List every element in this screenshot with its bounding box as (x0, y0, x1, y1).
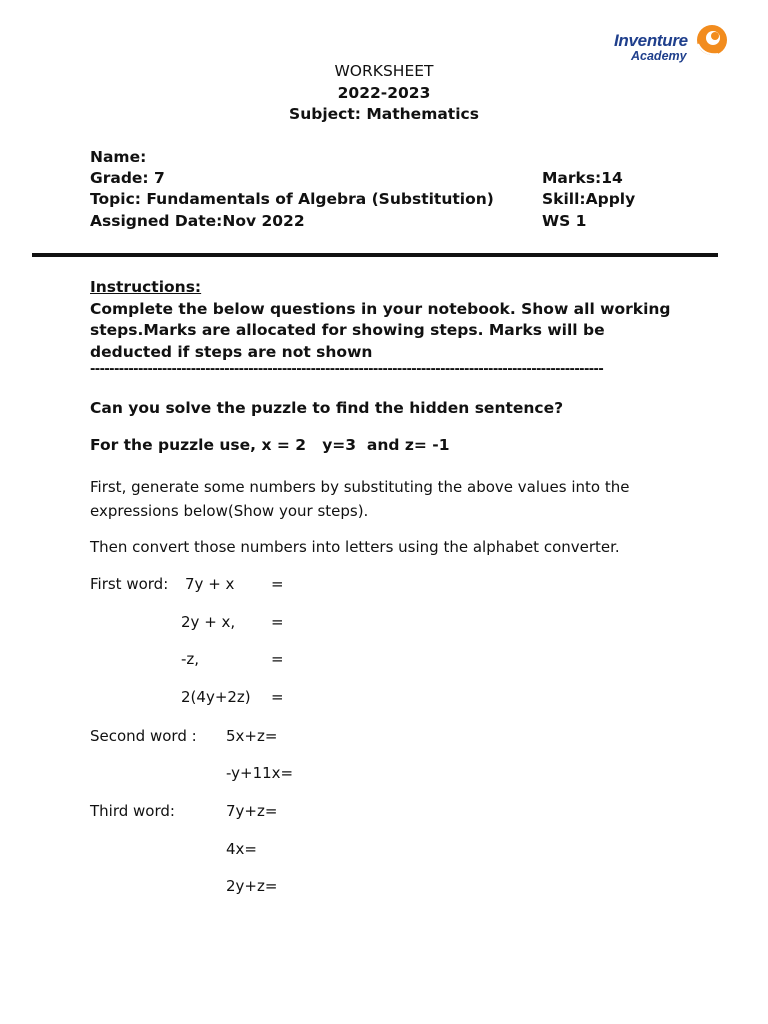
dashed-divider: ----------------------------------------------------------------------------------------------------------- (90, 362, 604, 377)
third-word-expr-1: 7y+z= (226, 802, 278, 820)
first-word-expr-1: 7y + x (185, 575, 235, 593)
step2-text: Then convert those numbers into letters using the alphabet converter. (90, 538, 620, 556)
puzzle-question: Can you solve the puzzle to find the hidden sentence? (90, 399, 564, 417)
logo-text-academy: Academy (631, 49, 687, 63)
name-label: Name: (90, 148, 147, 166)
puzzle-values: For the puzzle use, x = 2 y=3 and z= -1 (90, 436, 450, 454)
grade-label: Grade: 7 (90, 169, 165, 187)
worksheet-title: WORKSHEET (334, 62, 434, 80)
marks-label: Marks:14 (542, 169, 623, 187)
second-word-expr-2: -y+11x= (226, 764, 294, 782)
worksheet-number: WS 1 (542, 212, 587, 230)
subject-line: Subject: Mathematics (289, 105, 479, 123)
third-word-expr-2: 4x= (226, 840, 257, 858)
instructions-text: Complete the below questions in your notebook. Show all working steps.Marks are allocated for showing steps. Marks will be deducted if steps are not shown (90, 299, 671, 361)
first-word-equals-1: = (271, 575, 284, 593)
step1-text: First, generate some numbers by substituting the above values into the expressions below(Show your steps). (90, 478, 630, 520)
first-word-equals-4: = (271, 688, 284, 706)
topic-label: Topic: Fundamentals of Algebra (Substitution) (90, 190, 494, 208)
header-divider (32, 253, 718, 257)
logo-swirl-icon (694, 22, 728, 58)
assigned-date-label: Assigned Date:Nov 2022 (90, 212, 305, 230)
third-word-expr-3: 2y+z= (226, 877, 278, 895)
inventure-academy-logo (612, 22, 730, 66)
academic-year: 2022-2023 (337, 84, 431, 102)
third-word-label: Third word: (90, 802, 175, 820)
logo-text-inventure: Inventure (614, 31, 688, 50)
first-word-label: First word: (90, 575, 169, 593)
second-word-expr-1: 5x+z= (226, 727, 278, 745)
skill-label: Skill:Apply (542, 190, 636, 208)
first-word-equals-3: = (271, 650, 284, 668)
first-word-expr-4: 2(4y+2z) (181, 688, 251, 706)
instructions-heading: Instructions: (90, 278, 202, 296)
second-word-label: Second word : (90, 727, 197, 745)
first-word-expr-2: 2y + x, (181, 613, 236, 631)
instructions-block (90, 277, 690, 363)
first-word-equals-2: = (271, 613, 284, 631)
first-word-expr-3: -z, (181, 650, 200, 668)
